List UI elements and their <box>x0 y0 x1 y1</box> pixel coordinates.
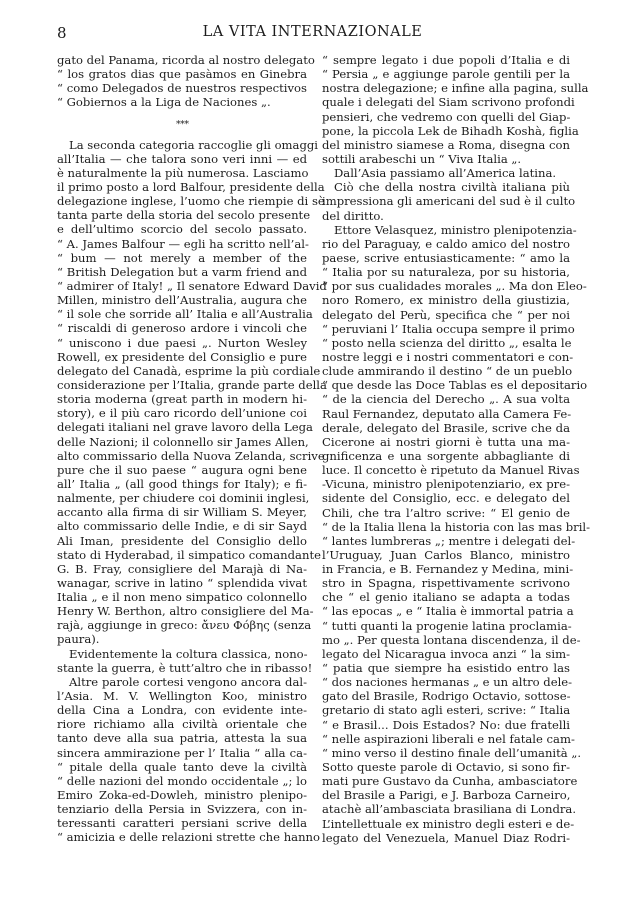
text-line: mo „. Per questa lontana discendenza, il de- <box>322 632 581 647</box>
text-line: “ dos naciones hermanas „ e un altro dele- <box>322 675 573 690</box>
text-line: del diritto. <box>322 208 384 223</box>
text-line: “ Italia por su naturaleza, por su historia, <box>322 265 570 280</box>
page-header <box>57 24 568 42</box>
paragraph <box>57 674 320 845</box>
text-line: Ali Iman, presidente del Consiglio dello <box>57 533 307 548</box>
text-line: “ de la Italia llena la historia con las mas bril- <box>322 519 591 534</box>
text-line: “ nelle aspirazioni liberali e nel fatale cam- <box>322 731 575 746</box>
text-line: stante la guerra, è tutt’altro che in ribasso! <box>57 660 313 675</box>
text-line: teressanti caratteri persiani scrive della <box>57 816 307 831</box>
text-line: “ que desde las Doce Tablas es el depositario <box>322 378 588 393</box>
text-line: riore richiamo alla civiltà orientale che <box>57 717 307 732</box>
text-line: “ riscaldi di generoso ardore i vincoli che <box>57 321 307 336</box>
text-line: sincera ammirazione per l’ Italia “ alla ca- <box>57 745 307 760</box>
text-line: sidente del Consiglio, ecc. e delegato del <box>322 491 570 506</box>
text-line: Chili, che tra l’altro scrive: “ El genio de <box>322 505 570 520</box>
text-line: “ pitale della quale tanto deve la civiltà <box>57 759 307 774</box>
text-line: clude ammirando il destino “ de un pueblo <box>322 364 573 379</box>
text-line: sottili arabeschi un “ Viva Italia „. <box>322 151 522 166</box>
text-line: “ Gobiernos a la Liga de Naciones „. <box>57 95 271 110</box>
text-line: accanto alla firma di sir William S. Meyer, <box>57 505 307 520</box>
text-line: delegato del Canadà, esprime la più cordiale <box>57 363 321 378</box>
text-line: e dell’ultimo scorcio del secolo passato. <box>57 222 307 237</box>
text-line: “ Persia „ e aggiunge parole gentili per la <box>322 67 570 82</box>
text-line: “ tutti quanti la progenie latina proclamia- <box>322 618 572 633</box>
text-line: considerazione per l’Italia, grande parte della <box>57 377 327 392</box>
text-line: “ e Brasil... Dois Estados? No: due fratelli <box>322 717 570 732</box>
text-line: legato del Nicaragua invoca anzi “ la sim- <box>322 646 570 661</box>
text-line: “ las epocas „ e “ Italia è immortal patria a <box>322 604 574 619</box>
text-line: “ delle nazioni del mondo occidentale „; lo <box>57 773 307 788</box>
text-line: gato del Brasile, Rodrigo Octavio, sottose- <box>322 689 571 704</box>
text-line: in Francia, e B. Fernandez y Medina, mini- <box>322 562 574 577</box>
left-column <box>57 53 327 845</box>
text-line: è naturalmente la più numerosa. Lasciamo <box>57 165 309 180</box>
text-line: del ministro siamese a Roma, disegna con <box>322 137 570 152</box>
text-line: “ los gratos dias que pasàmos en Ginebra <box>57 67 307 82</box>
text-line: mati pure Gustavo da Cunha, ambasciatore <box>322 774 578 789</box>
text-line: stro in Spagna, rispettivamente scrivono <box>322 576 570 591</box>
text-line: delegati italiani nel grave lavoro della Lega <box>57 420 313 435</box>
text-line: tanta parte della storia del secolo presente <box>57 208 311 223</box>
text-line: delegato del Perù, specifica che “ per noi <box>322 307 570 322</box>
text-line: “ por sus cualidades morales „. Ma don Eleo- <box>322 279 587 294</box>
text-line: “ bum — not merely a member of the <box>57 250 307 265</box>
text-line: “ como Delegados de nuestros respectivos <box>57 81 307 96</box>
text-line: rio del Paraguay, e caldo amico del nostro <box>322 236 570 251</box>
text-line: gato del Panama, ricorda al nostro delegato <box>57 53 315 67</box>
text-line: Millen, ministro dell’Australia, augura che <box>57 293 307 308</box>
text-line: “ de la ciencia del Derecho „. A sua volta <box>322 392 570 407</box>
text-line: del Brasile a Parigi, e J. Barboza Carneiro, <box>322 788 571 803</box>
text-line: “ il sole che sorride all’ Italia e all’Australia <box>57 307 313 322</box>
paragraph <box>57 646 313 675</box>
text-line: “ admirer of Italy! „ Il senatore Edward David <box>57 278 327 293</box>
text-line: Cicerone ai nostri giorni è tutta una ma- <box>322 434 570 449</box>
text-line: gnificenza e una sorgente abbagliante di <box>322 448 570 463</box>
text-line: tanto deve alla sua patria, attesta la sua <box>57 731 307 746</box>
text-line: “ posto nella scienza del diritto „, esalta le <box>322 335 572 350</box>
text-line: della Cina a Londra, con evidente inte- <box>57 703 307 718</box>
text-line: Ettore Velasquez, ministro plenipotenzia- <box>334 222 577 237</box>
text-line: noro Romero, ex ministro della giustizia, <box>322 293 570 308</box>
text-line: delegazione inglese, l’uomo che riempie di sè <box>57 194 325 209</box>
text-line: “ peruviani l’ Italia occupa sempre il primo <box>322 321 575 336</box>
text-line: derale, delegato del Brasile, scrive che da <box>322 420 570 435</box>
text-line: -Vicuna, ministro plenipotenziario, ex pre- <box>322 477 570 492</box>
text-line: “ mino verso il destino finale dell’umanità „. <box>322 745 582 760</box>
right-column <box>322 53 591 845</box>
text-line: “ British Delegation but a varm friend and <box>57 264 307 279</box>
text-line: Italia „ e il non meno simpatico colonnello <box>57 590 307 605</box>
text-line: che “ el genio italiano se adapta a todas <box>322 590 570 605</box>
text-line: Ciò che della nostra civiltà italiana più <box>334 180 570 195</box>
text-line: gretario di stato agli esteri, scrive: “ Italia <box>322 703 571 718</box>
text-line: La seconda categoria raccoglie gli omaggi <box>69 137 319 152</box>
text-line: “ A. James Balfour — egli ha scritto nell’al- <box>57 236 309 251</box>
text-line: “ sempre legato i due popoli d’Italia e di <box>322 53 570 67</box>
text-line: l’Uruguay, Juan Carlos Blanco, ministro <box>322 547 570 562</box>
text-line: stato di Hyderabad, il simpatico comandante <box>57 547 321 562</box>
paragraph <box>322 222 591 845</box>
text-line: “ patia que siempre ha esistido entro las <box>322 661 570 676</box>
text-line: rajà, aggiunge in greco: ἄνευ Φόβης (senza <box>57 618 312 633</box>
text-line: Rowell, ex presidente del Consiglio e pure <box>57 349 307 364</box>
text-line: story), e il più caro ricordo dell’unione coi <box>57 406 307 421</box>
page-number: 8 <box>57 24 67 42</box>
text-line: pure che il suo paese “ augura ogni bene <box>57 462 307 477</box>
text-line: nalmente, per chiudere coi dominii inglesi, <box>57 491 310 506</box>
text-line: pone, la piccola Lek de Bihadh Koshà, figlia <box>322 123 579 138</box>
text-line: wanagar, scrive in latino “ splendida vivat <box>57 575 307 590</box>
text-line: alto commissario delle Indie, e di sir Sayd <box>57 519 307 534</box>
paragraph <box>322 53 589 166</box>
text-line: Sotto queste parole di Octavio, si sono fir- <box>322 760 570 775</box>
text-line: paura). <box>57 632 100 647</box>
text-line: Dall’Asia passiamo all’America latina. <box>334 166 557 181</box>
paragraph <box>322 166 570 180</box>
text-line: “ lantes lumbreras „; mentre i delegati del- <box>322 533 576 548</box>
text-line: legato del Venezuela, Manuel Diaz Rodri- <box>322 830 570 845</box>
text-line: luce. Il concetto è ripetuto da Manuel Rivas <box>322 463 580 478</box>
text-line: il primo posto a lord Balfour, presidente della <box>57 179 325 194</box>
text-line: L’intellettuale ex ministro degli esteri e de- <box>322 816 575 831</box>
text-line: nostra delegazione; e infine alla pagina, sulla <box>322 81 589 96</box>
text-line: storia moderna (great parth in modern hi- <box>57 392 307 407</box>
text-line: all’Italia — che talora sono veri inni — ed <box>57 151 307 166</box>
text-line: Henry W. Berthon, altro consigliere del Ma- <box>57 604 314 619</box>
text-line: Raul Fernandez, deputato alla Camera Fe- <box>322 406 572 421</box>
text-line: quale i delegati del Siam scrivono profondi <box>322 95 575 110</box>
text-line: atachè all’ambasciata brasiliana di Londra. <box>322 802 577 817</box>
paragraph <box>57 137 327 647</box>
text-line: paese, scrive entusiasticamente: “ amo la <box>322 250 570 265</box>
text-line: “ amicizia e delle relazioni strette che hanno <box>57 830 320 845</box>
text-line: delle Nazioni; il colonnello sir James Allen, <box>57 434 309 449</box>
text-line: l’Asia. M. V. Wellington Koo, ministro <box>57 689 307 704</box>
text-line: Emiro Zoka-ed-Dowleh, ministro plenipo- <box>57 788 307 803</box>
paragraph <box>322 180 576 223</box>
text-line: Altre parole cortesi vengono ancora dal- <box>69 674 307 689</box>
text-line: all’ Italia „ (all good things for Italy); e fi- <box>57 476 307 491</box>
text-line: Evidentemente la coltura classica, nono- <box>69 646 308 661</box>
asterism-divider: * * * <box>175 119 189 130</box>
text-line: nostre leggi e i nostri commentatori e con- <box>322 349 574 364</box>
paragraph <box>57 53 315 110</box>
text-line: pensieri, che vedremo con quelli del Giap- <box>322 109 571 124</box>
running-title: LA VITA INTERNAZIONALE <box>202 24 423 40</box>
text-line: tenziario della Persia in Svizzera, con in- <box>57 802 307 817</box>
text-line: “ uniscono i due paesi „. Nurton Wesley <box>57 335 307 350</box>
text-line: alto commissario della Nuova Zelanda, scrive <box>57 448 325 463</box>
text-line: G. B. Fray, consigliere del Marajà di Na- <box>57 561 307 576</box>
text-line: impressiona gli americani del sud è il culto <box>322 194 576 209</box>
